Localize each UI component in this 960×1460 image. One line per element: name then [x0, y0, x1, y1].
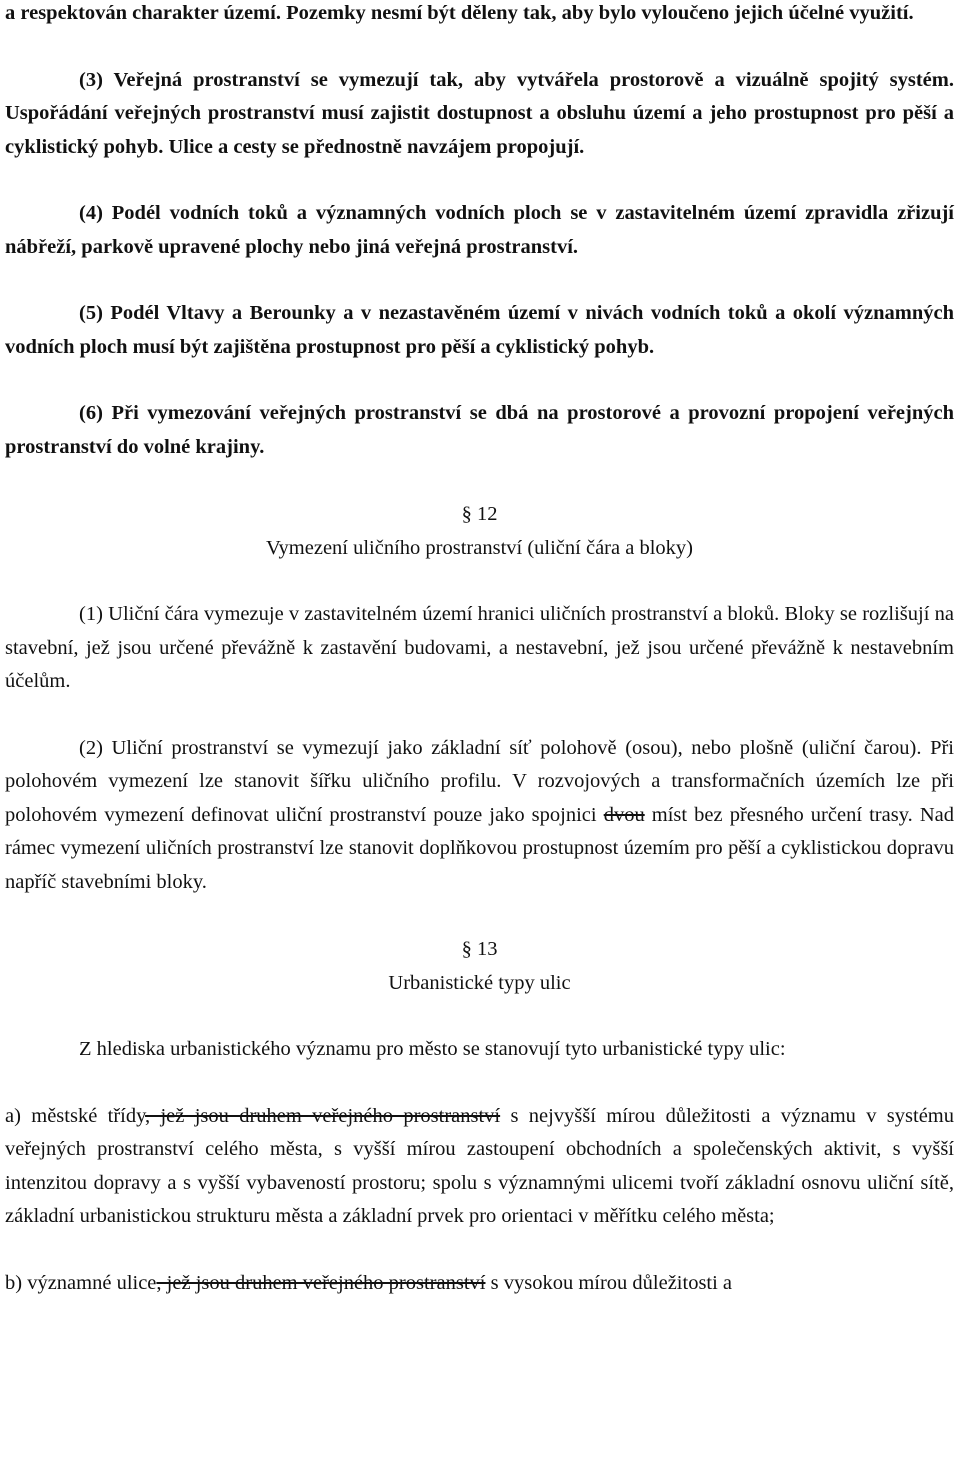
list-item-a-text: s nejvyšší mírou důležitosti a významu v systému veřejných prostranství celého města, s vyšší mírou zastoupení obchodních a společenských aktivit, s vyšší intenzitou dopravy a s vyšší vybaveností prostoru; spolu s významnými ulicemi tvoří základní osnovu uliční sítě, základní urbanistickou strukturu města a základní prvek pro orientaci v měřítku celého města;: [5, 1104, 955, 1227]
paragraph-4: (4) Podél vodních toků a významných vodních ploch se v zastavitelném území zpravidla zřizují nábřeží, parkově upravené plochy nebo jiná veřejná prostranství.: [5, 202, 954, 258]
section-13-number: § 13: [461, 938, 498, 960]
list-item-b: [5, 1267, 954, 1301]
section-12-paragraph-2-part-b: míst bez přesného určení trasy. Nad rámec vymezení uličních prostranství lze stanovit doplňkovou prostupnost územím pro pěší a cyklistickou dopravu napříč stavebními bloky.: [5, 803, 954, 893]
section-12-paragraph-2: [5, 732, 954, 900]
paragraph-continuation: a respektován charakter území. Pozemky nesmí být děleny tak, aby bylo vyloučeno jejich účelné využití.: [5, 2, 914, 24]
list-item-a: [5, 1100, 954, 1234]
paragraph-6: (6) Při vymezování veřejných prostranství se dbá na prostorové a provozní propojení veřejných prostranství do volné krajiny.: [5, 402, 954, 458]
list-item-a-lead: a) městské třídy: [5, 1104, 146, 1127]
section-12-title: Vymezení uličního prostranství (uliční čára a bloky): [266, 536, 693, 559]
struck-text: , jež jsou druhem veřejného prostranství: [156, 1271, 486, 1294]
struck-text: dvou: [603, 803, 645, 826]
section-12-number: § 12: [461, 503, 498, 525]
section-12-paragraph-1: (1) Uliční čára vymezuje v zastavitelném území hranici uličních prostranství a bloků. Bloky se rozlišují na stavební, jež jsou určené převážně k zastavění budovami, a nestavební, jež jsou určené převážně k nestavebním účelům.: [5, 603, 954, 692]
paragraph-3: (3) Veřejná prostranství se vymezují tak, aby vytvářela prostorově a vizuálně spojitý systém. Uspořádání veřejných prostranství musí zajistit dostupnost a obsluhu území a jeho prostupnost pro pěší a cyklistický pohyb. Ulice a cesty se přednostně navzájem propojují.: [5, 68, 954, 158]
section-13-title: Urbanistické typy ulic: [388, 971, 571, 994]
struck-text: , jež jsou druhem veřejného prostranství: [145, 1104, 501, 1127]
section-12-paragraph-2-part-a: (2) Uliční prostranství se vymezují jako základní síť polohově (osou), nebo plošně (uliční čarou). Při polohovém vymezení lze stanovit šířku uličního profilu. V rozvojových a transformačních územích lze při polohovém vymezení definovat uliční prostranství pouze jako spojnici: [5, 736, 954, 826]
list-item-b-text: s vysokou mírou důležitosti a: [485, 1271, 733, 1294]
list-item-b-lead: b) významné ulice: [5, 1271, 157, 1294]
paragraph-5: (5) Podél Vltavy a Berounky a v nezastavěném území v nivách vodních toků a okolí významných vodních ploch musí být zajištěna prostupnost pro pěší a cyklistický pohyb.: [5, 302, 954, 358]
section-13-intro: Z hlediska urbanistického významu pro město se stanovují tyto urbanistické typy ulic:: [79, 1038, 786, 1060]
